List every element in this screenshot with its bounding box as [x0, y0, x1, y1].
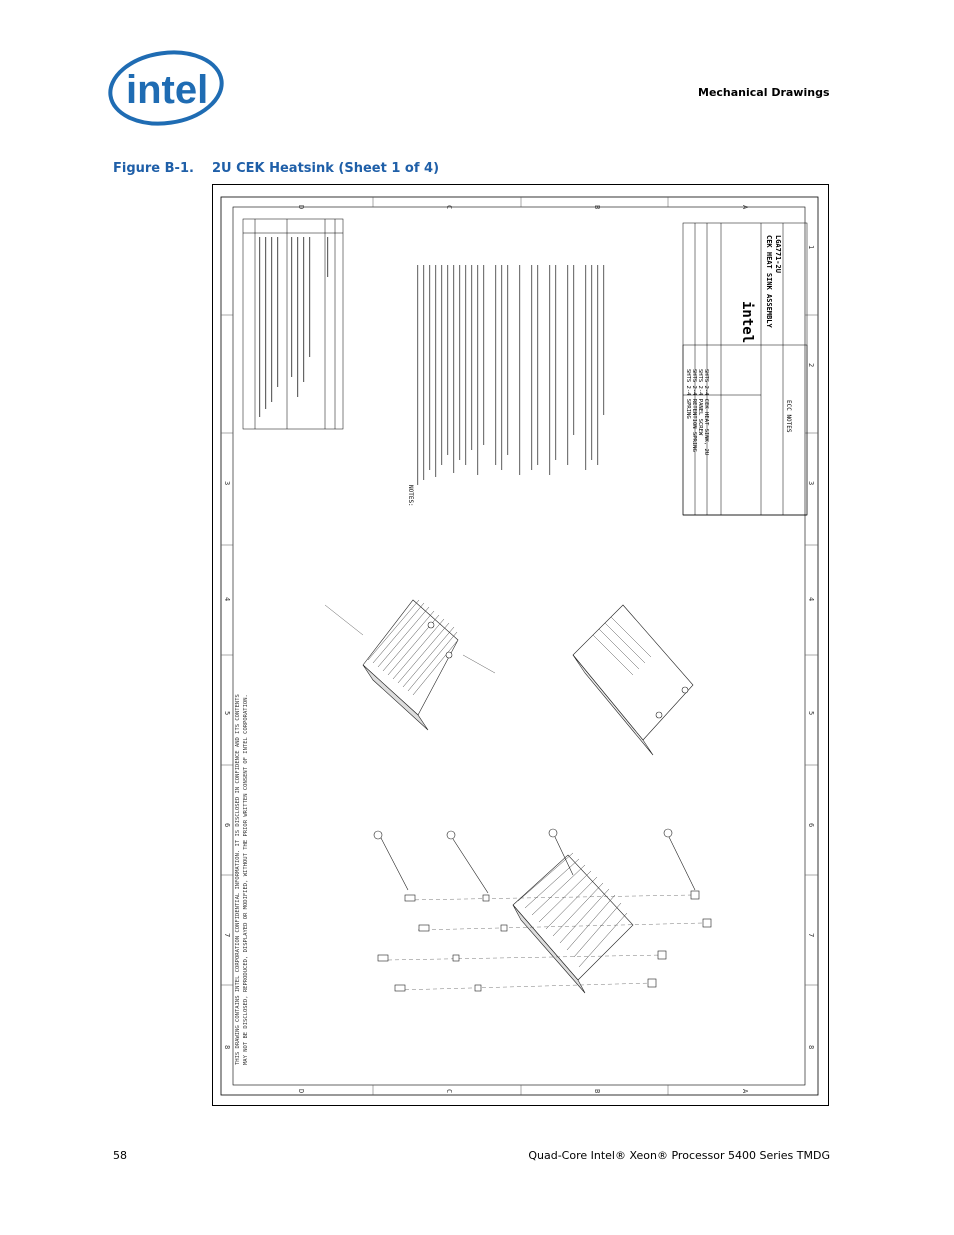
parts-list-row-4: SHTS 2-4 CEK HEAT SINK, 2U: [703, 369, 709, 456]
zone-number-4-left: 4: [223, 597, 231, 602]
section-title: Mechanical Drawings: [698, 86, 830, 99]
confidential-line-2: MAY NOT BE DISCLOSED, REPRODUCED, DISPLAYED OR MODIFIED, WITHOUT THE PRIOR WRITTEN CONSENT OF INTEL CORPORATION.: [243, 694, 249, 1065]
intel-logo: [108, 48, 226, 128]
mechanical-drawing: [212, 184, 829, 1106]
zone-letter-b-top: B: [593, 205, 601, 210]
zone-letter-d-bottom: D: [297, 1089, 305, 1094]
heatsink-exploded-view: [374, 829, 711, 993]
title-block-company: intel: [739, 301, 755, 344]
zone-number-6-left: 6: [223, 823, 231, 828]
heatsink-side-view: [573, 605, 693, 755]
title-block-title-1: CEK HEAT SINK ASSEMBLY: [765, 235, 773, 328]
zone-number-8-right: 8: [807, 1045, 815, 1050]
zone-number-8-left: 8: [223, 1045, 231, 1050]
zone-letter-d-top: D: [297, 205, 305, 210]
zone-number-3-right: 3: [807, 481, 815, 486]
parts-list-row-1: SHTS 2-4 SPRING: [685, 369, 691, 419]
zone-number-7-right: 7: [807, 933, 815, 938]
zone-number-5-right: 5: [807, 711, 815, 716]
confidential-line-1: THIS DRAWING CONTAINS INTEL CORPORATION CONFIDENTIAL INFORMATION. IT IS DISCLOSED IN CONFIDENCE AND ITS CONTENTS: [235, 694, 241, 1065]
figure-number: Figure B-1.: [113, 161, 194, 176]
zone-letter-a-bottom: A: [741, 1089, 749, 1094]
title-block-title-2: LGA771-2U: [774, 235, 782, 273]
zone-number-3-left: 3: [223, 481, 231, 486]
zone-number-1-right: 1: [807, 245, 815, 250]
figure-title: 2U CEK Heatsink (Sheet 1 of 4): [211, 161, 440, 176]
zone-number-7-left: 7: [223, 933, 231, 938]
heatsink-top-view: [363, 600, 458, 730]
zone-letter-a-top: A: [741, 205, 749, 210]
zone-letter-c-top: C: [445, 205, 453, 210]
parts-list-row-3: SHTS 2-4 PANEL SCREW: [697, 369, 703, 436]
page-number: 58: [113, 1149, 127, 1162]
figure-caption: [113, 161, 439, 176]
zone-number-6-right: 6: [807, 823, 815, 828]
zone-letter-c-bottom: C: [445, 1089, 453, 1094]
zone-number-2-right: 2: [807, 363, 815, 368]
zone-letter-b-bottom: B: [593, 1089, 601, 1094]
logo-text: intel: [126, 68, 209, 112]
notes-title: NOTES:: [407, 485, 414, 507]
zone-number-4-right: 4: [807, 597, 815, 602]
document-title: Quad-Core Intel® Xeon® Processor 5400 Series TMDG: [528, 1149, 830, 1162]
title-block-ecn: ECC NOTES: [785, 400, 792, 433]
parts-list-row-2: SHTS 2-4 RETENTION SPRING: [691, 369, 697, 452]
zone-number-5-left: 5: [223, 711, 231, 716]
